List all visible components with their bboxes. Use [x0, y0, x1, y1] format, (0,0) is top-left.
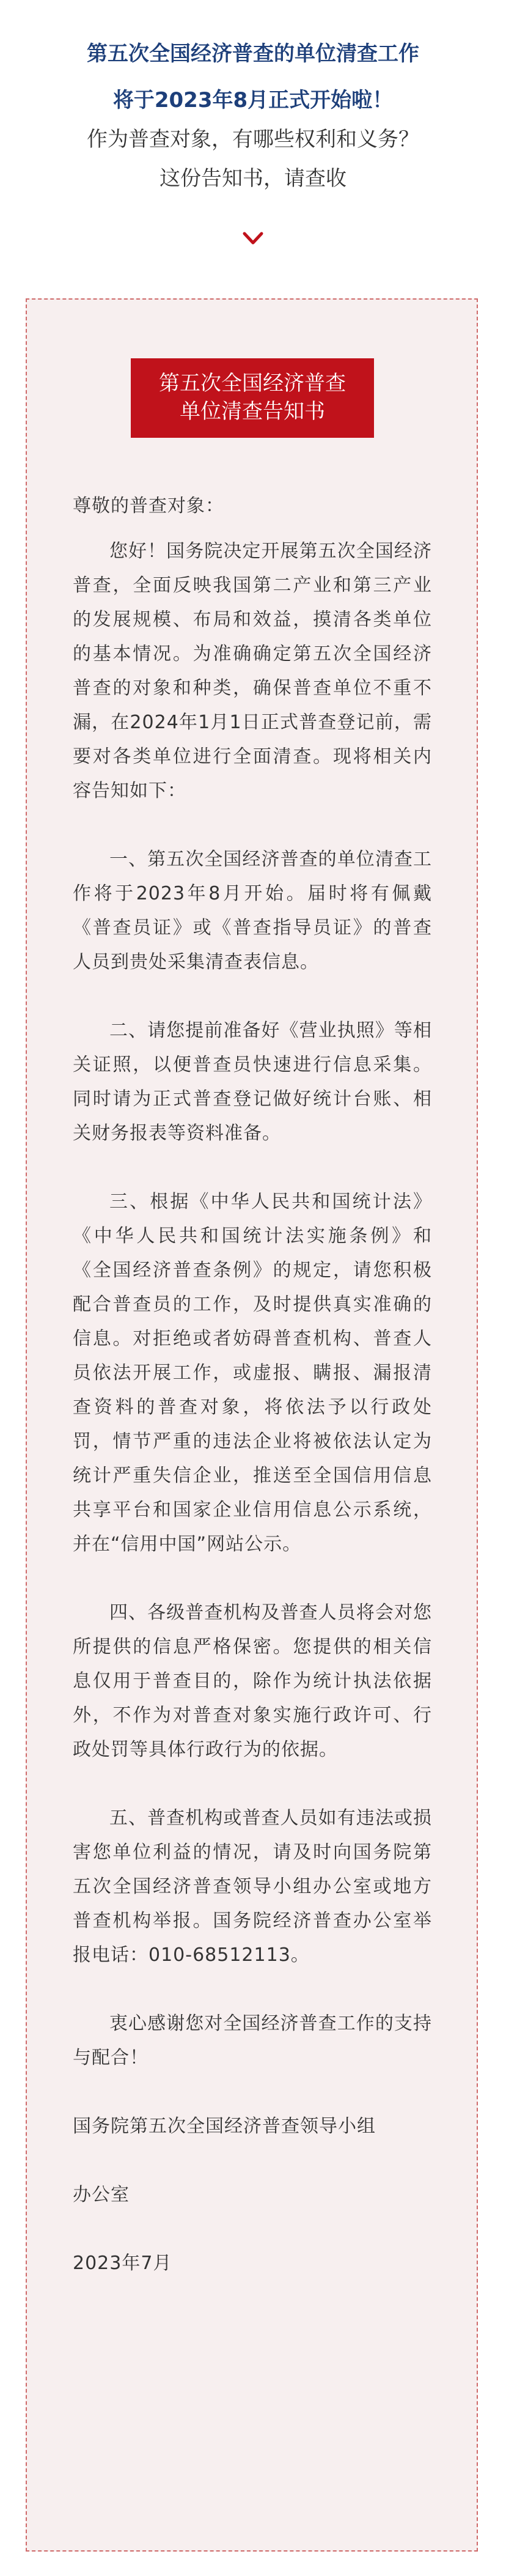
subheadline-line-1: 作为普查对象，有哪些权利和义务？ [87, 127, 419, 152]
notice-item-1: 一、第五次全国经济普查的单位清查工作将于2023年8月开始。届时将有佩戴《普查员证》或《普查指导员证》的普查人员到贵处采集清查表信息。 [73, 849, 432, 973]
notice-greeting: 尊敬的普查对象： [73, 495, 224, 517]
notice-item-4: 四、各级普查机构及普查人员将会对您所提供的信息严格保密。您提供的相关信息仅用于普查目的，除作为统计执法依据外，不作为对普查对象实施行政许可、行政处罚等具体行政行为的依据。 [73, 1602, 432, 1760]
headline-line-1: 第五次全国经济普查的单位清查工作 [87, 42, 419, 66]
notice-item-5: 五、普查机构或普查人员如有违法或损害您单位利益的情况，请及时向国务院第五次全国经济普查领导小组办公室或地方普查机构举报。国务院经济普查办公室举报电话：010-68512113。 [73, 1807, 432, 1966]
notice-item-3: 三、根据《中华人民共和国统计法》《中华人民共和国统计法实施条例》和《全国经济普查条例》的规定，请您积极配合普查员的工作，及时提供真实准确的信息。对拒绝或者妨碍普查机构、普查人员依法开展工作，或虚报、瞒报、漏报清查资料的普查对象，将依法予以行政处罚，情节严重的违法企业将被依法认定为统计严重失信企业，推送至全国信用信息共享平台和国家企业信用信息公示系统，并在“信用中国”网站公示。 [73, 1191, 432, 1555]
notice-item-2: 二、请您提前准备好《营业执照》等相关证照，以便普查员快速进行信息采集。同时请为正式普查登记做好统计台账、相关财务报表等资料准备。 [73, 1020, 432, 1144]
notice-content [73, 489, 432, 2315]
signature-line-2: 办公室 [73, 2184, 130, 2205]
chevron-down-icon [242, 227, 264, 249]
notice-intro: 您好！国务院决定开展第五次全国经济普查，全面反映我国第二产业和第三产业的发展规模、布局和效益，摸清各类单位的基本情况。为准确确定第五次全国经济普查的对象和种类，确保普查单位不重不漏，在2024年1月1日正式普查登记前，需要对各类单位进行全面清查。现将相关内容告知如下： [73, 541, 432, 802]
notice-closing: 衷心感谢您对全国经济普查工作的支持与配合！ [73, 2013, 432, 2069]
notice-title-line-2: 单位清查告知书 [180, 399, 325, 424]
notice-title-line-1: 第五次全国经济普查 [159, 371, 346, 396]
signature-date: 2023年7月 [73, 2253, 172, 2274]
notice-card [26, 298, 478, 2552]
headline-line-2: 将于2023年8月正式开始啦！ [112, 88, 394, 113]
signature-line-1: 国务院第五次全国经济普查领导小组 [73, 2116, 376, 2137]
notice-title-box [131, 358, 374, 438]
subheadline-line-2: 这份告知书，请查收 [160, 166, 346, 191]
